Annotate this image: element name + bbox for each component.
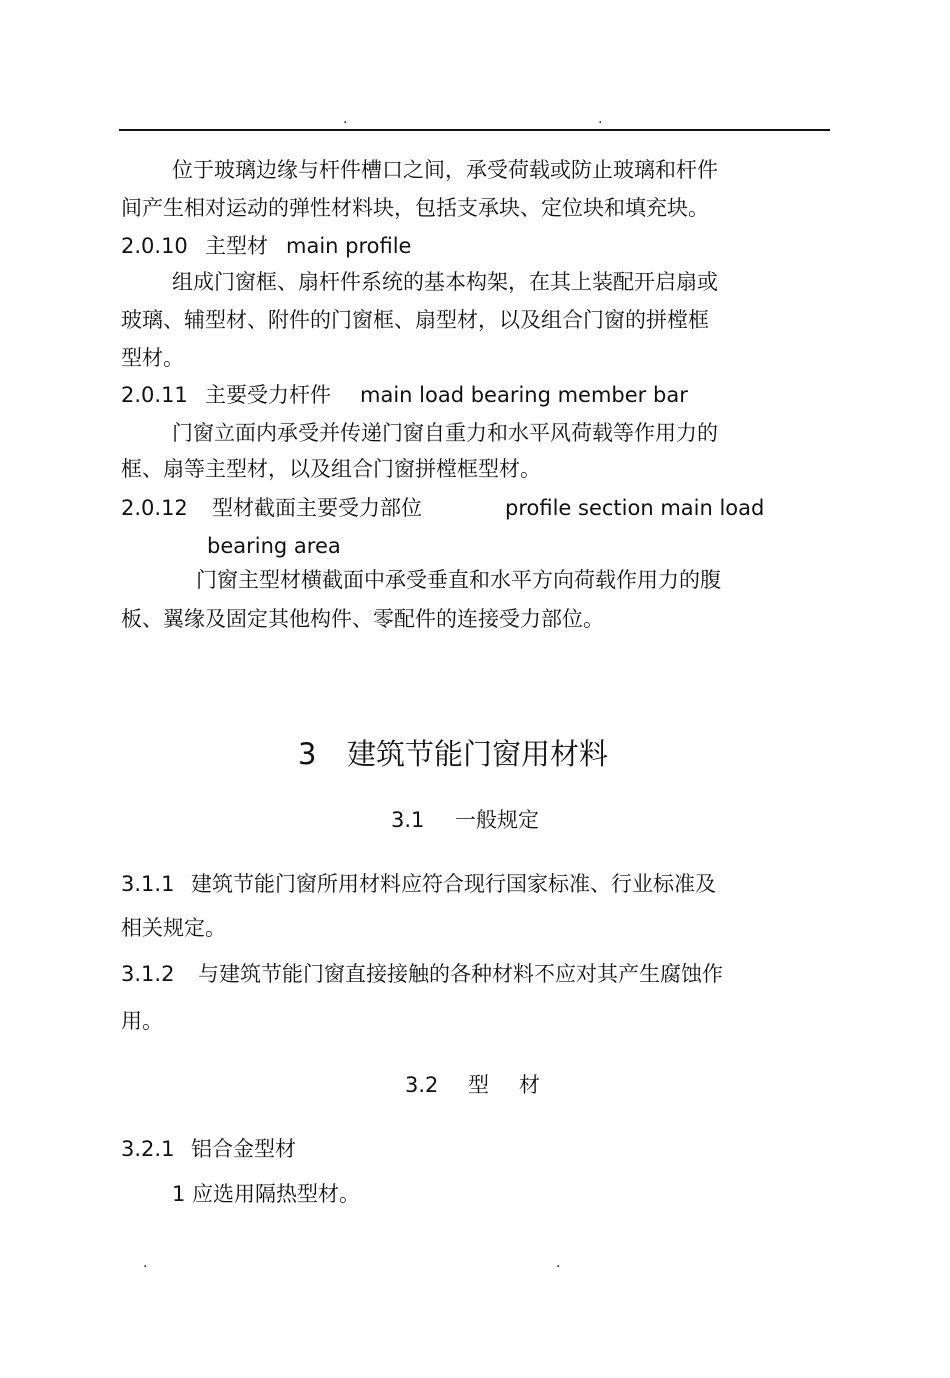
clause-number: 3.1.2 (121, 962, 175, 986)
paragraph-line: 位于玻璃边缘与杆件槽口之间，承受荷载或防止玻璃和杆件 (172, 158, 718, 182)
header-rule (119, 129, 830, 131)
clause-line: 与建筑节能门窗直接接触的各种材料不应对其产生腐蚀作 (198, 962, 723, 986)
footer-dot-right: . (556, 1255, 561, 1271)
section-title: 一般规定 (455, 808, 539, 832)
section-number: 3.2 (405, 1073, 439, 1097)
section-number: 3.1 (391, 808, 425, 832)
term-number: 2.0.10 (121, 234, 188, 258)
term-number: 2.0.12 (121, 496, 188, 520)
term-english: main load bearing member bar (360, 383, 688, 407)
clause-line: 相关规定。 (121, 916, 226, 940)
paragraph-line: 门窗主型材横截面中承受垂直和水平方向荷载作用力的腹 (196, 568, 721, 592)
paragraph-line: 型材。 (121, 346, 184, 370)
header-dot-right: . (598, 111, 603, 127)
term-chinese: 主型材 (205, 234, 268, 258)
paragraph-line: 组成门窗框、扇杆件系统的基本构架，在其上装配开启扇或 (172, 270, 718, 294)
clause-line: 建筑节能门窗所用材料应符合现行国家标准、行业标准及 (191, 872, 716, 896)
term-english-continued: bearing area (207, 534, 341, 558)
chapter-title: 建筑节能门窗用材料 (347, 737, 609, 771)
list-item: 1 应选用隔热型材。 (172, 1182, 361, 1206)
paragraph-line: 板、翼缘及固定其他构件、零配件的连接受力部位。 (121, 607, 604, 631)
section-title-part: 型 (468, 1073, 489, 1097)
term-number: 2.0.11 (121, 383, 188, 407)
paragraph-line: 门窗立面内承受并传递门窗自重力和水平风荷载等作用力的 (172, 421, 718, 445)
term-english: main profile (286, 234, 412, 258)
paragraph-line: 间产生相对运动的弹性材料块，包括支承块、定位块和填充块。 (121, 196, 709, 220)
section-title-part: 材 (519, 1073, 540, 1097)
clause-number: 3.1.1 (121, 872, 175, 896)
footer-dot-left: . (143, 1255, 148, 1271)
term-chinese: 型材截面主要受力部位 (212, 496, 422, 520)
clause-number: 3.2.1 (121, 1137, 175, 1161)
term-english: profile section main load (505, 496, 765, 520)
clause-title: 铝合金型材 (191, 1137, 296, 1161)
clause-line: 用。 (121, 1009, 163, 1033)
term-chinese: 主要受力杆件 (205, 383, 331, 407)
header-dot-left: . (343, 111, 348, 127)
paragraph-line: 框、扇等主型材，以及组合门窗拼樘框型材。 (121, 457, 541, 481)
chapter-number: 3 (298, 737, 317, 771)
paragraph-line: 玻璃、辅型材、附件的门窗框、扇型材，以及组合门窗的拼樘框 (121, 308, 709, 332)
